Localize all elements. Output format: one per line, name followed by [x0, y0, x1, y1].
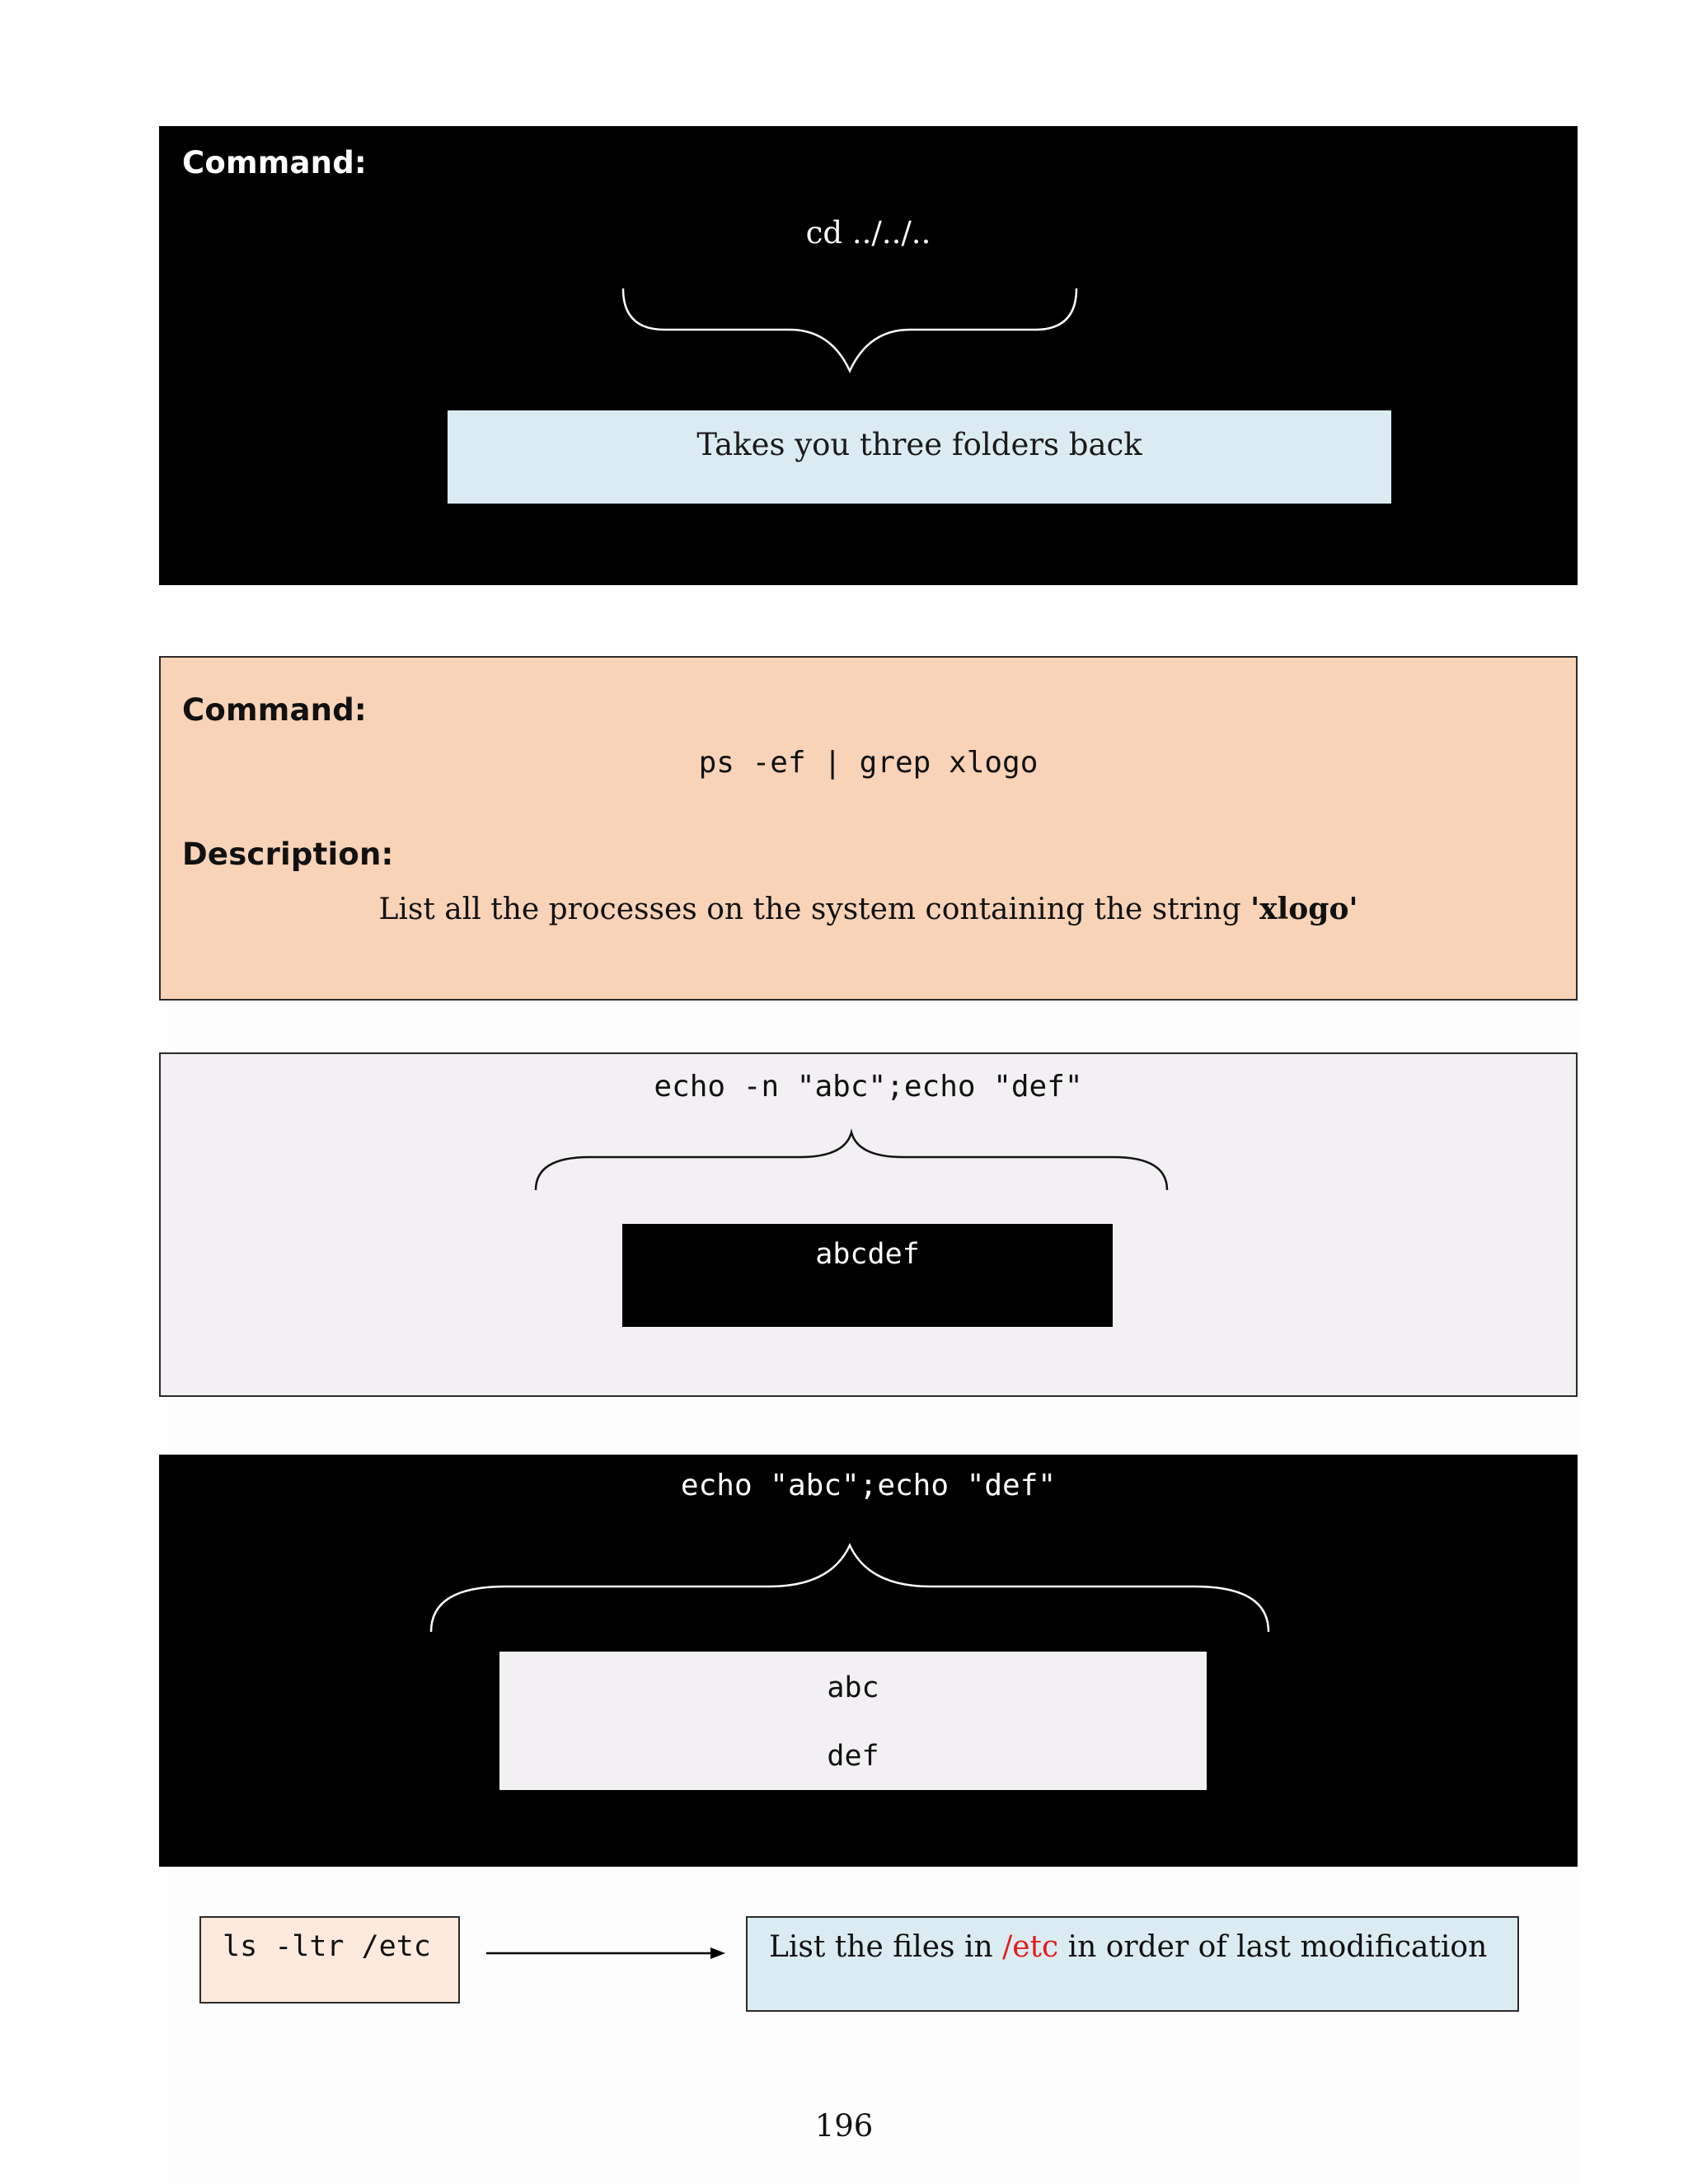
- curly-brace-down-icon: [159, 126, 1578, 585]
- description-text: [161, 894, 1576, 925]
- command-text: ls -ltr /etc: [223, 1930, 431, 1963]
- command-text: echo -n "abc";echo "def": [654, 1070, 1083, 1104]
- ls-description-box: [746, 1916, 1519, 2012]
- description-prefix: List all the processes on the system containing the string: [378, 893, 1251, 926]
- output-box: [622, 1224, 1113, 1327]
- description-keyword: 'xlogo': [1250, 892, 1358, 926]
- ps-command-panel: [159, 656, 1578, 1001]
- description-text: [769, 1930, 1488, 1964]
- output-box: [499, 1652, 1207, 1790]
- description-path: /etc: [1002, 1930, 1059, 1964]
- result-text: Takes you three folders back: [696, 427, 1142, 462]
- description-prefix: List the files in: [769, 1930, 1003, 1964]
- cd-command-panel: [159, 126, 1578, 585]
- output-text: abcdef: [815, 1238, 920, 1271]
- ls-command-box: [199, 1916, 460, 2004]
- output-line-1: abc: [827, 1671, 879, 1704]
- command-heading: Command:: [182, 692, 367, 728]
- description-suffix: in order of last modification: [1058, 1930, 1488, 1964]
- page-number: 196: [814, 2108, 874, 2144]
- description-heading: Description:: [182, 837, 394, 872]
- command-text: cd ../../..: [805, 215, 931, 251]
- output-line-2: def: [827, 1740, 879, 1773]
- command-heading: Command:: [182, 145, 367, 180]
- command-text: echo "abc";echo "def": [680, 1469, 1057, 1502]
- echo-panel: [159, 1455, 1578, 1867]
- result-box: [448, 410, 1391, 504]
- command-text: ps -ef | grep xlogo: [698, 746, 1039, 780]
- echo-n-panel: [159, 1052, 1578, 1397]
- arrow-right-icon: [486, 1945, 725, 1961]
